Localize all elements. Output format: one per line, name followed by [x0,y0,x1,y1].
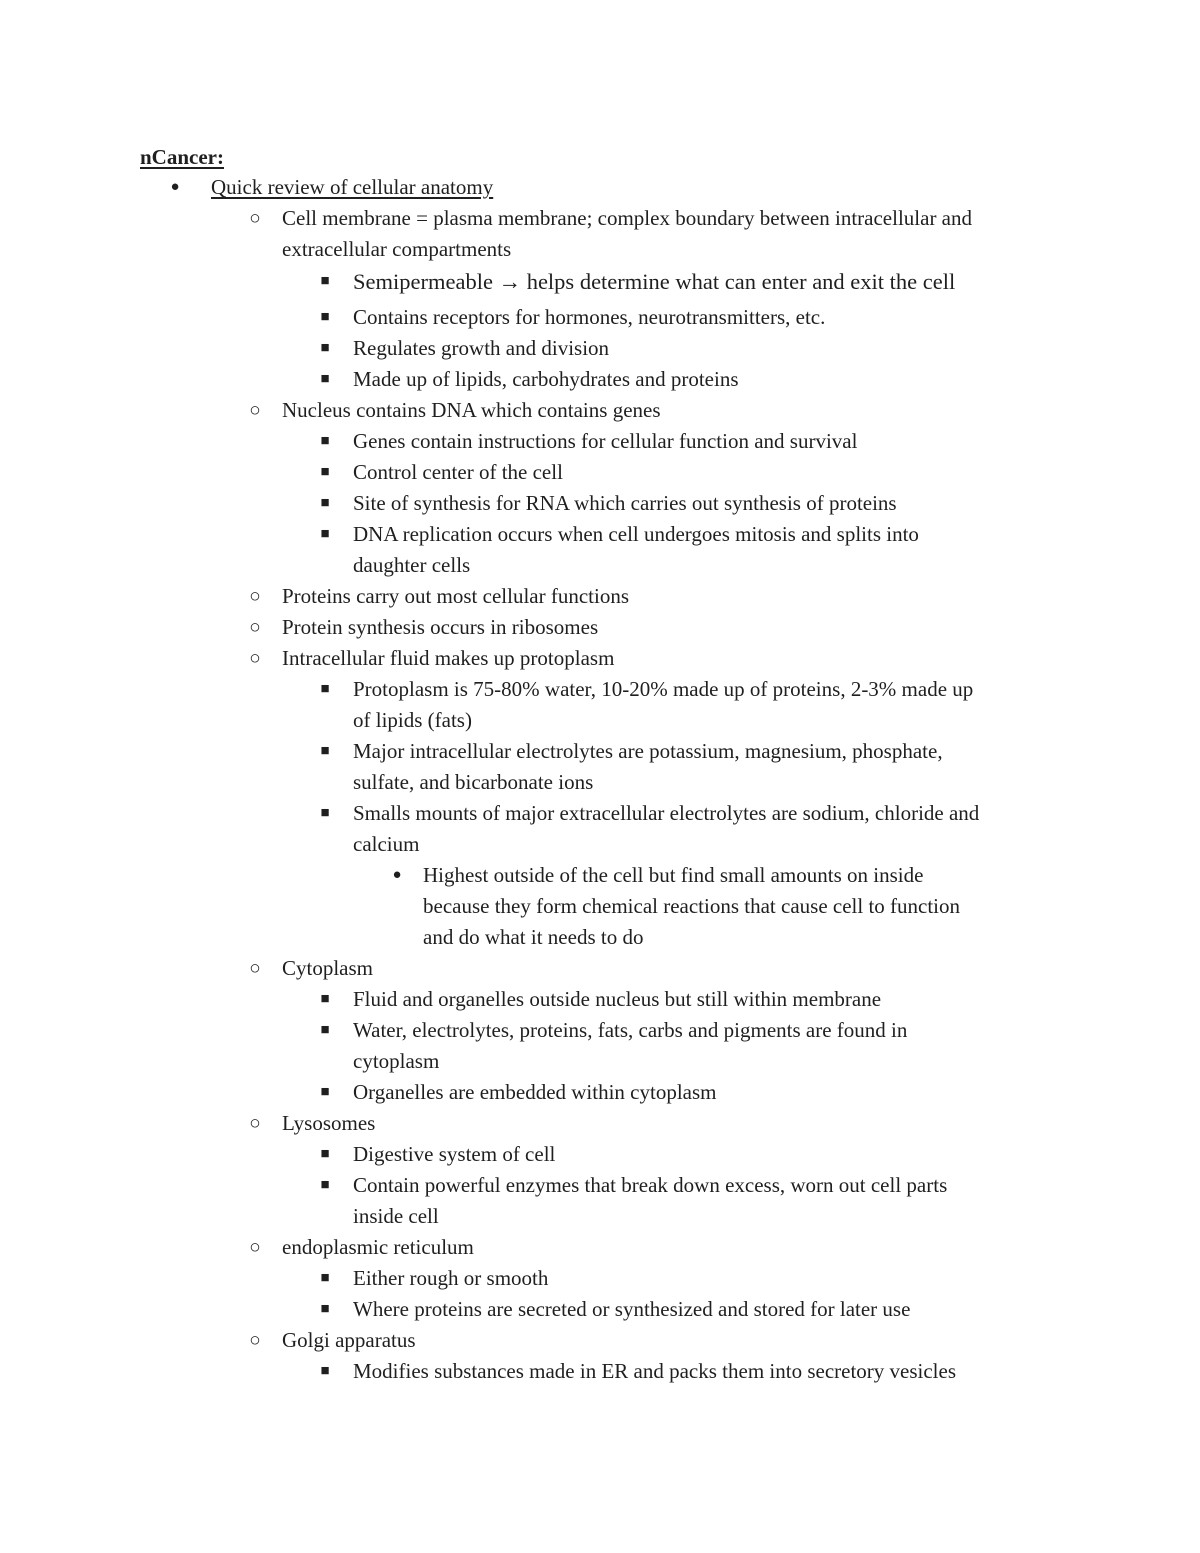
list-item-text: Intracellular fluid makes up protoplasm [282,646,615,670]
bullet-hollow-circle-icon: ○ [249,208,261,229]
bullet-square-icon: ■ [320,526,330,542]
bullet-hollow-circle-icon: ○ [249,617,261,638]
bullet-hollow-circle-icon: ○ [249,648,261,669]
bullet-hollow-circle-icon: ○ [249,1330,261,1351]
list-item-text: Contains receptors for hormones, neurotransmitters, etc. [353,305,826,329]
list-item-text: Organelles are embedded within cytoplasm [353,1080,717,1104]
bullet-filled-circle-icon: ● [170,179,180,195]
bullet-square-icon: ■ [320,743,330,759]
bullet-square-icon: ■ [320,495,330,511]
list-item-text: extracellular compartments [282,237,512,261]
bullet-hollow-circle-icon: ○ [249,400,261,421]
list-item-text: Digestive system of cell [353,1142,556,1166]
bullet-square-icon: ■ [320,309,330,325]
list-item-text: Where proteins are secreted or synthesized and stored for later use [353,1297,911,1321]
list-item-text: Modifies substances made in ER and packs them into secretory vesicles [353,1359,957,1383]
list-item-text: Regulates growth and division [353,336,610,360]
document-title: nCancer: [140,145,224,169]
list-item-text: Contain powerful enzymes that break down excess, worn out cell parts [353,1173,948,1197]
list-item-text: Lysosomes [282,1111,376,1135]
bullet-square-icon: ■ [320,1301,330,1317]
list-item-text: daughter cells [353,553,471,577]
list-item-text: Proteins carry out most cellular functions [282,584,630,608]
list-item-text: Fluid and organelles outside nucleus but still within membrane [353,987,882,1011]
bullet-square-icon: ■ [320,1146,330,1162]
list-item-text: calcium [353,832,420,856]
list-item-text: Protein synthesis occurs in ribosomes [282,615,599,639]
list-item-text: Golgi apparatus [282,1328,416,1352]
bullet-square-icon: ■ [320,1363,330,1379]
bullet-square-icon: ■ [320,433,330,449]
bullet-square-icon: ■ [320,805,330,821]
bullet-hollow-circle-icon: ○ [249,586,261,607]
bullet-hollow-circle-icon: ○ [249,1237,261,1258]
bullet-square-icon: ■ [320,1177,330,1193]
list-item-text: and do what it needs to do [423,925,644,949]
list-item-text: Control center of the cell [353,460,563,484]
bullet-hollow-circle-icon: ○ [249,1113,261,1134]
list-item-text: endoplasmic reticulum [282,1235,474,1259]
bullet-square-icon: ■ [320,464,330,480]
bullet-square-icon: ■ [320,1270,330,1286]
list-item-text: DNA replication occurs when cell undergoes mitosis and splits into [353,522,919,546]
list-item-text: Water, electrolytes, proteins, fats, carbs and pigments are found in [353,1018,908,1042]
bullet-square-icon: ■ [320,1022,330,1038]
bullet-square-icon: ■ [320,371,330,387]
bullet-square-icon: ■ [320,340,330,356]
list-item-text: Major intracellular electrolytes are potassium, magnesium, phosphate, [353,739,943,763]
list-item-text: Cell membrane = plasma membrane; complex boundary between intracellular and [282,206,973,230]
list-item-text: Site of synthesis for RNA which carries out synthesis of proteins [353,491,897,515]
list-item-text: Highest outside of the cell but find small amounts on inside [423,863,924,887]
bullet-square-icon: ■ [320,273,330,289]
bullet-filled-circle-icon: ● [392,867,402,883]
bullet-square-icon: ■ [320,1084,330,1100]
list-item-text: Protoplasm is 75-80% water, 10-20% made up of proteins, 2-3% made up [353,677,974,701]
bullet-hollow-circle-icon: ○ [249,958,261,979]
list-item-text: Nucleus contains DNA which contains genes [282,398,661,422]
list-item-text: Smalls mounts of major extracellular electrolytes are sodium, chloride and [353,801,980,825]
list-item-text: Genes contain instructions for cellular function and survival [353,429,858,453]
list-item-text: Quick review of cellular anatomy [211,175,494,199]
list-item-text: of lipids (fats) [353,708,472,732]
bullet-square-icon: ■ [320,681,330,697]
list-item-text: Semipermeable → helps determine what can enter and exit the cell [353,269,956,294]
list-item-text: Either rough or smooth [353,1266,549,1290]
bullet-square-icon: ■ [320,991,330,1007]
list-item-text: because they form chemical reactions that cause cell to function [423,894,961,918]
list-item-text: Cytoplasm [282,956,374,980]
list-item-text: inside cell [353,1204,439,1228]
list-item-text: Made up of lipids, carbohydrates and proteins [353,367,739,391]
list-item-text: cytoplasm [353,1049,440,1073]
list-item-text: sulfate, and bicarbonate ions [353,770,594,794]
